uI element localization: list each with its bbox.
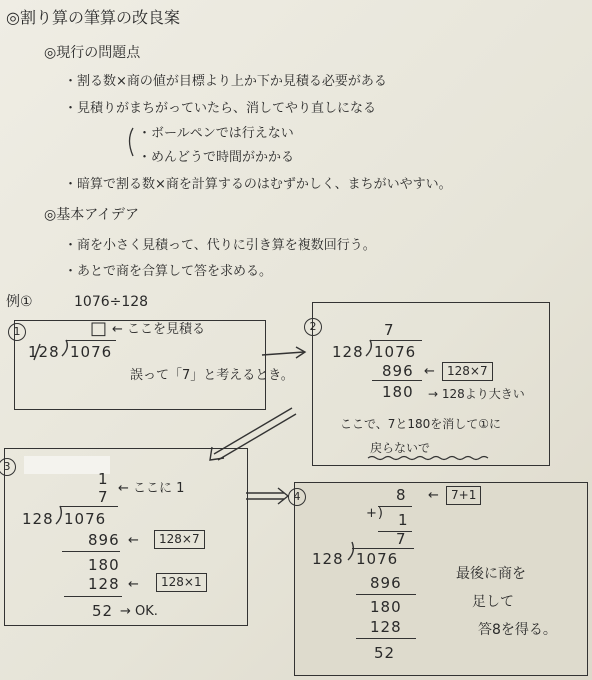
product: 896 <box>382 362 414 380</box>
dividend: 1076 <box>70 343 113 361</box>
example-problem: 1076÷128 <box>74 294 149 310</box>
sum: 8 <box>396 486 407 504</box>
step4-number: 4 <box>288 488 306 506</box>
step2-note2: 戻らないで <box>370 441 431 455</box>
quotient: 7 <box>98 488 109 506</box>
step4-note: 答8を得る。 <box>478 622 557 638</box>
remainder-note: → 128より大きい <box>428 387 525 401</box>
ok-note: → OK. <box>120 604 158 619</box>
quotient-part: 7 <box>396 530 407 548</box>
divisor: 128 <box>312 550 344 568</box>
arrow-left: ← <box>128 533 139 548</box>
idea-item: ・商を小さく見積って、代りに引き算を複数回行う。 <box>64 238 376 253</box>
quotient-part: 1 <box>398 511 409 529</box>
quotient: 7 <box>384 321 395 339</box>
dividend: 1076 <box>64 510 107 528</box>
divisor: 128 <box>22 510 54 528</box>
arrow-left: ← <box>424 364 435 379</box>
remainder: 180 <box>88 556 120 574</box>
product: 128 <box>370 618 402 636</box>
problem-item: ・暗算で割る数×商を計算するのはむずかしく、まちがいやすい。 <box>64 177 452 192</box>
dividend: 1076 <box>374 343 417 361</box>
plus-sign: +) <box>366 506 384 521</box>
step1-note2: 誤って「7」と考えるとき。 <box>130 368 294 383</box>
example-label: 例① <box>6 294 33 310</box>
divisor: 128 <box>28 343 60 361</box>
extra-quotient: 1 <box>98 470 109 488</box>
product: 128 <box>88 575 120 593</box>
divisor: 128 <box>332 343 364 361</box>
idea-heading: ◎基本アイデア <box>44 207 139 223</box>
product-label: 128×7 <box>154 530 205 549</box>
dividend: 1076 <box>356 550 399 568</box>
step1-note: ← ここを見積る <box>112 322 206 337</box>
step2-number: 2 <box>304 318 322 336</box>
problems-heading: ◎現行の問題点 <box>44 45 141 61</box>
arrow-left: ← <box>128 577 139 592</box>
step2-note: ここで、7と180を消して①に <box>340 417 502 431</box>
product: 896 <box>370 574 402 592</box>
step4-note: 最後に商を <box>456 566 526 582</box>
extra-note: ← ここに 1 <box>118 481 185 496</box>
step1-number: 1 <box>8 323 26 341</box>
product: 896 <box>88 531 120 549</box>
product-label: 128×1 <box>156 573 207 592</box>
problem-subitem: ・めんどうで時間がかかる <box>138 150 295 165</box>
remainder: 180 <box>382 383 414 401</box>
sum-label: 7+1 <box>446 486 481 505</box>
problem-subitem: ・ボールペンでは行えない <box>138 126 294 141</box>
remainder: 52 <box>92 602 114 620</box>
idea-item: ・あとで商を合算して答を求める。 <box>64 264 273 279</box>
step3-number: 3 <box>0 458 16 476</box>
product-label: 128×7 <box>442 362 493 381</box>
remainder: 180 <box>370 598 402 616</box>
page-title: ◎割り算の筆算の改良案 <box>6 8 180 27</box>
arrow-left: ← <box>428 488 439 503</box>
quotient-placeholder: □ <box>90 318 109 339</box>
problem-item: ・割る数×商の値が目標より上か下か見積る必要がある <box>64 74 387 89</box>
step4-note: 足して <box>472 594 514 610</box>
remainder: 52 <box>374 644 396 662</box>
problem-item: ・見積りがまちがっていたら、消してやり直しになる <box>64 101 377 116</box>
